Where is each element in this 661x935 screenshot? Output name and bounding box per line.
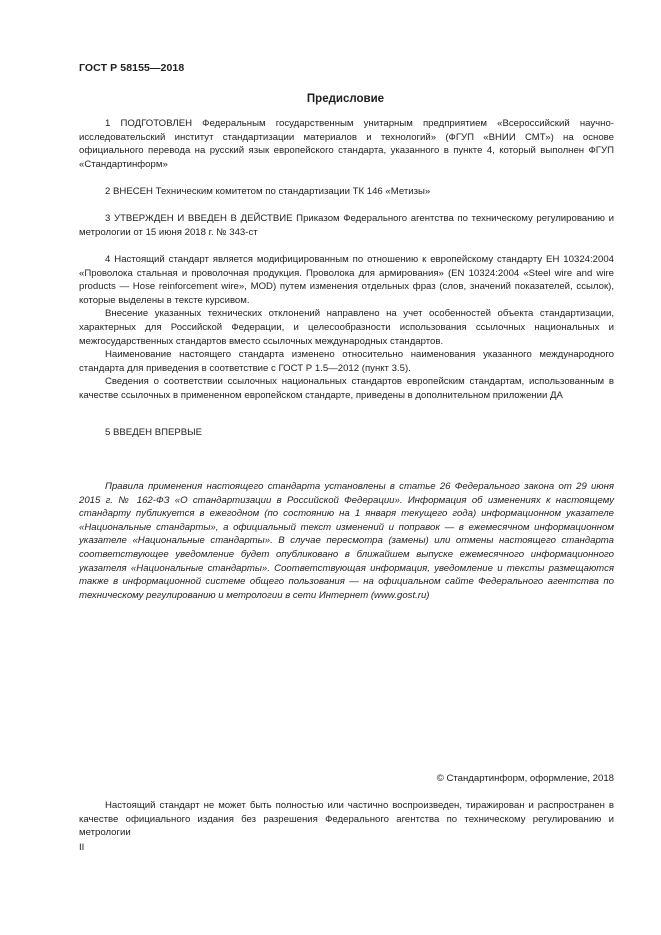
item-4-paragraph-c: Наименование настоящего стандарта изменено относительно наименования указанного международного стандарта для приведения в соответствие с ГОСТ Р 1.5—2012 (пункт 3.5). — [79, 349, 614, 374]
rights-notice-text: Настоящий стандарт не может быть полностью или частично воспроизведен, тиражирован и распространен в качестве официального издания без разрешения Федерального агентства по техническому регулированию и метрологии — [79, 800, 614, 839]
legal-notice — [79, 480, 614, 602]
item-4 — [79, 253, 614, 403]
item-2-text: 2 ВНЕСЕН Техническим комитетом по стандартизации ТК 146 «Метизы» — [105, 186, 431, 197]
rights-notice — [79, 799, 614, 840]
legal-notice-text: Правила применения настоящего стандарта установлены в статье 26 Федерального закона от 29 июня 2015 г. № 162-ФЗ «О стандартизации в Российской Федерации». Информация об изменениях к настоящему стандарту публикуется в ежегодном (по состоянию на 1 января текущего года) информационном указателе «Национальные стандарты», а официальный текст изменений и поправок — в ежемесячном информационном указателе «Национальные стандарты». В случае пересмотра (замены) или отмены настоящего стандарта соответствующее уведомление будет опубликовано в ближайшем выпуске ежемесячного информационного указателя «Национальные стандарты». Соответствующая информация, уведомление и тексты размещаются также в информационной системе общего пользования — на официальном сайте Федерального агентства по техническому регулированию и метрологии в сети Интернет (www.gost.ru) — [79, 481, 614, 601]
page-number: II — [79, 842, 85, 853]
item-5 — [79, 426, 614, 440]
item-3 — [79, 212, 614, 239]
item-5-text: 5 ВВЕДЕН ВПЕРВЫЕ — [105, 427, 203, 438]
copyright-line: © Стандартинформ, оформление, 2018 — [436, 773, 614, 784]
item-2 — [79, 185, 614, 199]
item-1 — [79, 117, 614, 171]
section-title: Предисловие — [306, 93, 385, 105]
item-4-paragraph-b: Внесение указанных технических отклонений направлено на учет особенностей объекта стандартизации, характерных для Российской Федерации, и целесообразности использования ссылочных национальных и межгосударственных стандартов вместо ссылочных международных стандартов. — [79, 308, 614, 347]
item-4-paragraph-a: 4 Настоящий стандарт является модифицированным по отношению к европейскому стандарту ЕН 10324:2004 «Проволока стальная и проволочная продукция. Проволока для армирования» (EN 10324:2004 «Steel wire and wire products — Hose reinforcement wire», MOD) путем изменения отдельных фраз (слов, значений показателей, ссылок), которые выделены в тексте курсивом. — [79, 254, 614, 306]
item-3-text: 3 УТВЕРЖДЕН И ВВЕДЕН В ДЕЙСТВИЕ Приказом Федерального агентства по техническому регулированию и метрологии от 15 июня 2018 г. № 343-ст — [79, 213, 614, 238]
standard-code-header: ГОСТ Р 58155—2018 — [79, 62, 185, 74]
item-1-text: 1 ПОДГОТОВЛЕН Федеральным государственным унитарным предприятием «Всероссийский научно-исследовательский институт стандартизации материалов и технологий» (ФГУП «ВНИИ СМТ») на основе официального перевода на русский язык европейского стандарта, указанного в пункте 4, который выполнен ФГУП «Стандартинформ» — [79, 118, 614, 170]
item-4-paragraph-d: Сведения о соответствии ссылочных национальных стандартов европейским стандартам, использованным в качестве ссылочных в примененном европейском стандарте, приведены в дополнительном приложении ДА — [79, 376, 614, 401]
